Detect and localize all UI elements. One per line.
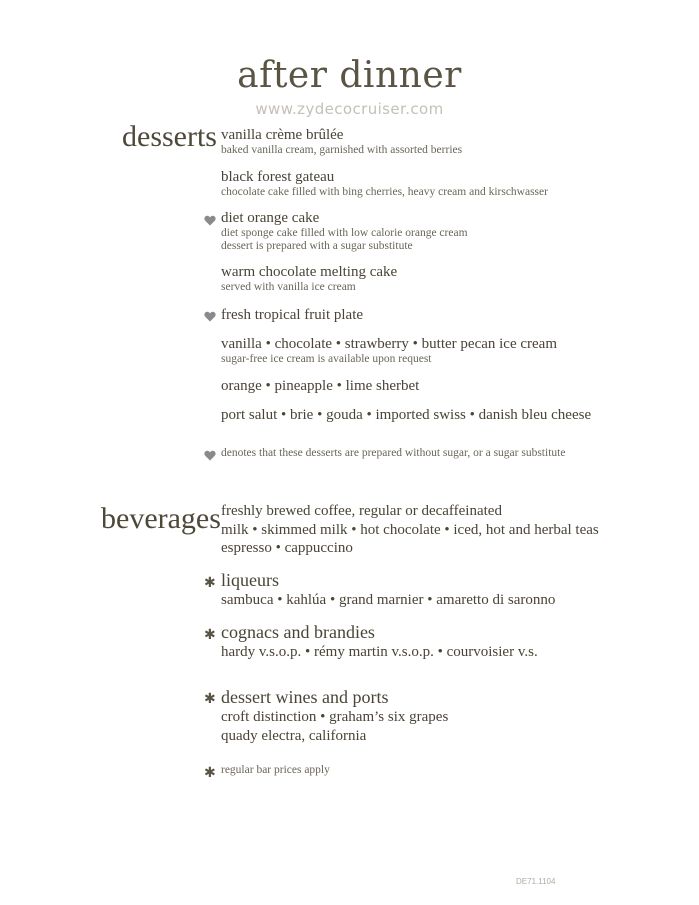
dessert-item — [221, 407, 591, 424]
beverage-group-items: quady electra, california — [221, 728, 367, 744]
asterisk-icon: ✱ — [204, 765, 216, 781]
heart-icon — [204, 450, 216, 461]
desserts-note: denotes that these desserts are prepared without sugar, or a sugar substitute — [221, 447, 566, 459]
beverages-heading: beverages — [101, 502, 221, 535]
heart-icon — [204, 311, 216, 322]
desserts-heading: desserts — [122, 120, 217, 153]
dessert-name: vanilla crème brûlée — [221, 127, 344, 143]
dessert-name: diet orange cake — [221, 210, 320, 226]
dessert-item — [221, 127, 462, 157]
heart-icon — [204, 215, 216, 226]
watermark: www.zydecocruiser.com — [255, 100, 444, 118]
dessert-name: vanilla • chocolate • strawberry • butter pecan ice cream — [221, 336, 558, 352]
dessert-description: baked vanilla cream, garnished with assorted berries — [221, 144, 463, 156]
menu-code: DE71.1104 — [516, 877, 556, 886]
dessert-item — [221, 264, 397, 294]
dessert-item — [221, 169, 548, 199]
dessert-name: port salut • brie • gouda • imported swiss • danish bleu cheese — [221, 407, 592, 423]
dessert-item — [221, 378, 419, 395]
beverage-line: freshly brewed coffee, regular or decaffeinated — [221, 503, 502, 519]
dessert-name: black forest gateau — [221, 169, 335, 185]
dessert-item — [221, 336, 557, 366]
asterisk-icon: ✱ — [204, 691, 216, 707]
dessert-name: fresh tropical fruit plate — [221, 307, 364, 323]
beverage-group-name: cognacs and brandies — [221, 622, 375, 642]
dessert-description: chocolate cake filled with bing cherries, heavy cream and kirschwasser — [221, 186, 548, 198]
beverage-group-items: sambuca • kahlúa • grand marnier • amaretto di saronno — [221, 592, 556, 608]
dessert-description: dessert is prepared with a sugar substitute — [221, 240, 413, 252]
beverage-list — [221, 502, 599, 558]
beverage-group-items: croft distinction • graham’s six grapes — [221, 709, 449, 725]
beverage-group — [221, 622, 538, 662]
dessert-item — [221, 210, 468, 253]
dessert-description: sugar-free ice cream is available upon request — [221, 353, 432, 365]
dessert-item — [221, 307, 363, 324]
page-title: after dinner — [237, 55, 462, 96]
beverage-line: milk • skimmed milk • hot chocolate • iced, hot and herbal teas — [221, 521, 599, 538]
beverage-group-items: hardy v.s.o.p. • rémy martin v.s.o.p. • courvoisier v.s. — [221, 644, 538, 660]
dessert-description: diet sponge cake filled with low calorie orange cream — [221, 227, 468, 239]
beverage-group-name: dessert wines and ports — [221, 687, 389, 707]
dessert-description: served with vanilla ice cream — [221, 281, 356, 293]
asterisk-icon: ✱ — [204, 627, 216, 643]
beverage-group — [221, 686, 448, 746]
dessert-name: warm chocolate melting cake — [221, 264, 398, 280]
beverage-group-name: liqueurs — [221, 570, 279, 590]
beverage-line: espresso • cappuccino — [221, 540, 353, 556]
beverage-group — [221, 570, 555, 610]
beverages-note: regular bar prices apply — [221, 764, 330, 776]
dessert-name: orange • pineapple • lime sherbet — [221, 378, 420, 394]
asterisk-icon: ✱ — [204, 575, 216, 591]
